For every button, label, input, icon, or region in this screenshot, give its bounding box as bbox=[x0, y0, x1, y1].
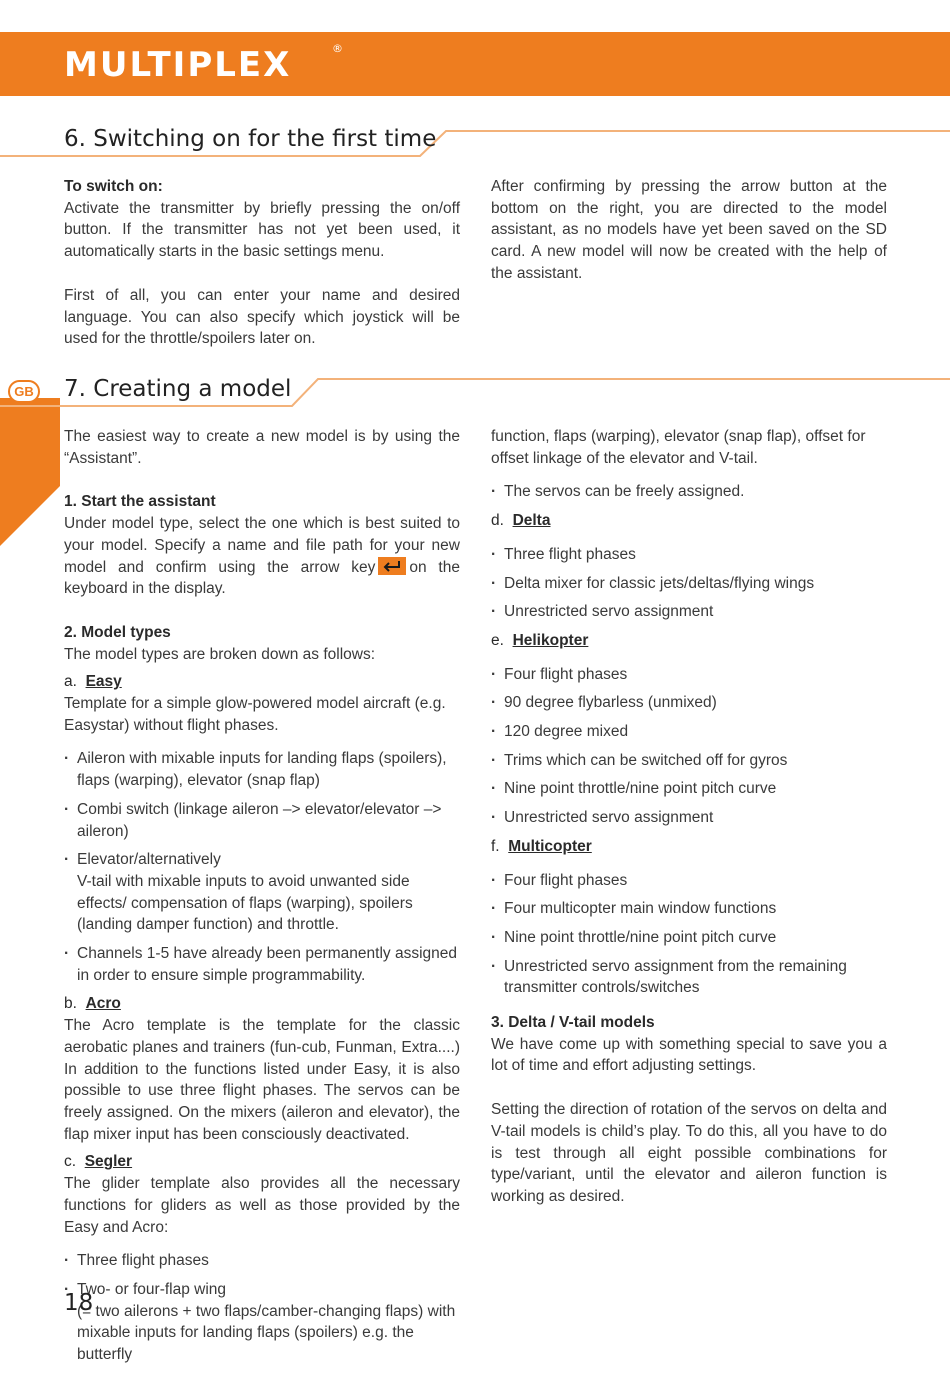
type-segler-name: Segler bbox=[84, 1153, 133, 1171]
delta-vtail-paragraph-2: Setting the direction of rotation of the servos on delta and V-tail models is child’s play. To do this, all you have to do is test through all eight possible combinations for type/variant, until the elevator and aileron function is working as desired. bbox=[491, 1101, 887, 1205]
list-item bbox=[64, 849, 460, 936]
bullet-text: · Unrestricted servo assignment bbox=[504, 603, 714, 621]
list-item bbox=[491, 870, 887, 892]
bullet-text: · Aileron with mixable inputs for landing flaps (spoilers), flaps (warping), elevator (snap flap) bbox=[77, 750, 447, 790]
list-item bbox=[491, 573, 887, 595]
list-item bbox=[491, 601, 887, 623]
intro-paragraph: The easiest way to create a new model is by using the “Assistant”. bbox=[64, 428, 460, 467]
model-types-heading: 2. Model types bbox=[64, 623, 171, 641]
segler-continued-text: function, flaps (warping), elevator (snap flap), offset for offset linkage of the elevator and V-tail. bbox=[491, 428, 866, 467]
return-arrow-icon bbox=[378, 557, 406, 575]
list-item bbox=[64, 1279, 460, 1366]
type-segler-text: The glider template also provides all the necessary functions for gliders as well as those provided by the Easy and Acro: bbox=[64, 1175, 460, 1236]
type-delta-heading bbox=[491, 510, 887, 532]
type-acro-heading bbox=[64, 993, 460, 1015]
section-7-right-column bbox=[491, 426, 887, 1208]
model-types-paragraph: The model types are broken down as follows: bbox=[64, 645, 376, 663]
segler-bullet-list bbox=[64, 1250, 460, 1366]
bullet-text: · The servos can be freely assigned. bbox=[504, 483, 745, 501]
bullet-text: · Four multicopter main window functions bbox=[504, 900, 777, 918]
bullet-text: V-tail with mixable inputs to avoid unwanted side effects/ compensation of flaps (warping), spoilers (landing damper function) and throttle. bbox=[77, 872, 413, 934]
multicopter-bullet-list bbox=[491, 870, 887, 1000]
type-easy-prefix: a. bbox=[64, 673, 77, 691]
list-item bbox=[491, 898, 887, 920]
bullet-text: · Four flight phases bbox=[504, 871, 628, 889]
start-assistant-heading: 1. Start the assistant bbox=[64, 493, 216, 511]
switch-on-paragraph-1: Activate the transmitter by briefly pressing the on/off button. If the transmitter has not yet been used, it automatically starts in the basic settings menu. bbox=[64, 199, 460, 261]
list-item bbox=[64, 799, 460, 842]
bullet-text: (= two ailerons + two flaps/camber-changing flaps) with mixable inputs for landing flaps (spoilers) e.g. the butterfly bbox=[77, 1302, 456, 1364]
type-multicopter-prefix: f. bbox=[491, 837, 500, 855]
type-segler-prefix: c. bbox=[64, 1153, 77, 1171]
section-6-header bbox=[0, 124, 950, 158]
list-item bbox=[491, 692, 887, 714]
assistant-paragraph: After confirming by pressing the arrow button at the bottom on the right, you are directed to the model assistant, as no models have yet been saved on the SD card. A new model will now be created with the help of the assistant. bbox=[491, 178, 887, 282]
bullet-text: · Unrestricted servo assignment from the remaining transmitter controls/switches bbox=[504, 957, 847, 997]
bullet-text: · Combi switch (linkage aileron –> elevator/elevator –> aileron) bbox=[77, 800, 442, 840]
start-assistant-text-b: on the keyboard in the display. bbox=[64, 558, 460, 598]
section-7-header bbox=[0, 374, 950, 408]
list-item bbox=[491, 664, 887, 686]
section-6-title: 6. Switching on for the first time bbox=[64, 126, 437, 152]
bullet-text: · Unrestricted servo assignment bbox=[504, 809, 714, 827]
bullet-text: · 90 degree flybarless (unmixed) bbox=[504, 694, 717, 712]
bullet-text: · Trims which can be switched off for gyros bbox=[504, 751, 788, 769]
multiplex-logo: MULTIPLEX bbox=[64, 45, 292, 85]
start-assistant-text-a: Under model type, select the one which is best suited to your model. Specify a name and file path for your new model and confirm using the arrow key bbox=[64, 515, 460, 576]
type-acro-prefix: b. bbox=[64, 995, 77, 1013]
list-item bbox=[491, 807, 887, 829]
list-item bbox=[491, 750, 887, 772]
type-helikopter-name: Helikopter bbox=[512, 631, 589, 649]
page-number: 18 bbox=[64, 1290, 94, 1316]
type-multicopter-name: Multicopter bbox=[508, 837, 592, 855]
bullet-text: · Three flight phases bbox=[77, 1252, 209, 1270]
type-segler-heading bbox=[64, 1151, 460, 1173]
list-item bbox=[491, 778, 887, 800]
delta-vtail-heading: 3. Delta / V-tail models bbox=[491, 1014, 655, 1032]
list-item bbox=[491, 481, 887, 503]
bullet-text: · Two- or four-flap wing bbox=[77, 1280, 227, 1298]
switch-on-heading: To switch on: bbox=[64, 178, 163, 195]
delta-bullet-list bbox=[491, 544, 887, 623]
switch-on-paragraph-2: First of all, you can enter your name and desired language. You can also specify which joystick will be used for the throttle/spoilers later on. bbox=[64, 286, 460, 348]
segler-continued-list bbox=[491, 481, 887, 503]
type-multicopter-heading bbox=[491, 836, 887, 858]
bullet-text: · Nine point throttle/nine point pitch curve bbox=[504, 928, 777, 946]
bullet-text: · Elevator/alternatively bbox=[77, 851, 221, 869]
type-helikopter-heading bbox=[491, 630, 887, 652]
section-6-right-column bbox=[491, 176, 887, 285]
list-item bbox=[491, 956, 887, 999]
type-easy-text: Template for a simple glow-powered model aircraft (e.g. Easystar) without flight phases. bbox=[64, 695, 446, 734]
list-item bbox=[64, 943, 460, 986]
type-delta-prefix: d. bbox=[491, 512, 504, 530]
list-item bbox=[491, 544, 887, 566]
bullet-text: · Three flight phases bbox=[504, 545, 636, 563]
type-easy-name: Easy bbox=[85, 673, 122, 691]
list-item bbox=[64, 1250, 460, 1272]
section-7-left-column bbox=[64, 426, 460, 1373]
list-item bbox=[491, 927, 887, 949]
type-helikopter-prefix: e. bbox=[491, 631, 504, 649]
easy-bullet-list bbox=[64, 748, 460, 986]
start-assistant-paragraph bbox=[64, 513, 460, 600]
bullet-text: · Nine point throttle/nine point pitch curve bbox=[504, 780, 777, 798]
type-acro-text: The Acro template is the template for the classic aerobatic planes and trainers (fun-cub, Funman, Extra....) In addition to the functions listed under Easy, it is also possible to use three flight phases. The servos can be freely assigned. On the mixers (aileron and elevator), the flap mixer input has been consciously deactivated. bbox=[64, 1017, 460, 1143]
bullet-text: · Four flight phases bbox=[504, 665, 628, 683]
list-item bbox=[491, 721, 887, 743]
bullet-text: · 120 degree mixed bbox=[504, 723, 629, 741]
type-acro-name: Acro bbox=[85, 995, 121, 1013]
bullet-text: · Channels 1-5 have already been permanently assigned in order to ensure simple programmability. bbox=[77, 945, 457, 984]
delta-vtail-paragraph-1: We have come up with something special to save you a lot of time and effort adjusting settings. bbox=[491, 1035, 887, 1075]
type-delta-name: Delta bbox=[512, 512, 551, 530]
helikopter-bullet-list bbox=[491, 664, 887, 829]
section-7-title: 7. Creating a model bbox=[64, 376, 292, 402]
type-easy-heading bbox=[64, 671, 460, 693]
registered-mark: ® bbox=[332, 42, 343, 55]
section-6-left-column bbox=[64, 176, 460, 350]
bullet-text: · Delta mixer for classic jets/deltas/flying wings bbox=[504, 574, 815, 592]
list-item bbox=[64, 748, 460, 791]
language-badge: GB bbox=[8, 380, 40, 403]
side-orange-triangle bbox=[0, 398, 60, 546]
